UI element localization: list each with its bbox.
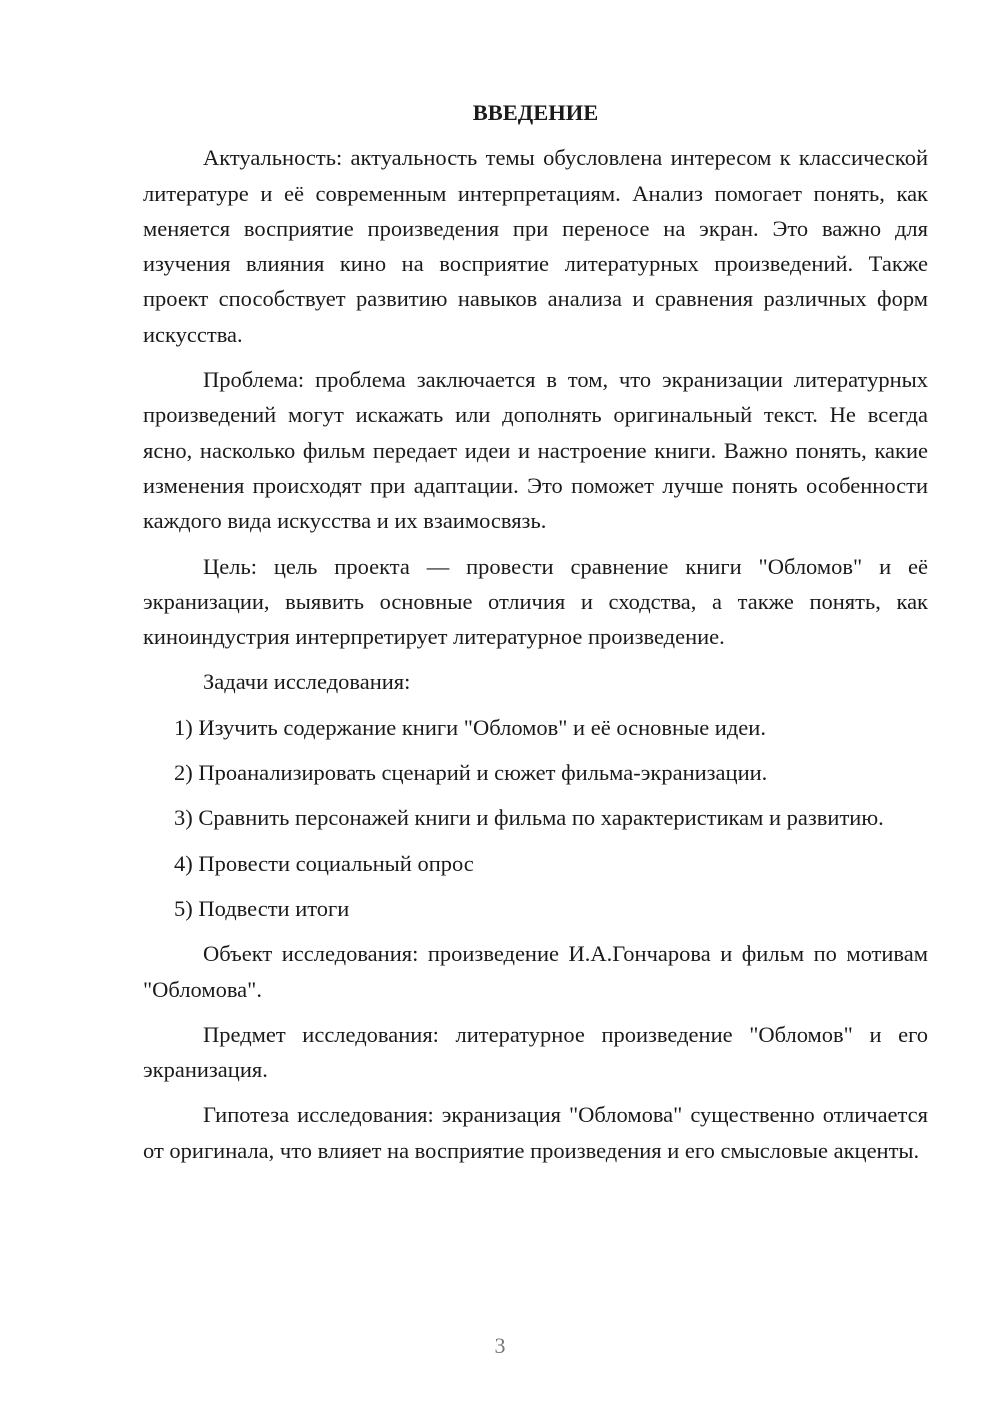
page-content [143,95,928,1178]
task-item-4: 4) Провести социальный опрос [174,850,474,876]
page-title: ВВЕДЕНИЕ [472,100,599,125]
paragraph-object: Объект исследования: произведение И.А.Гончарова и фильм по мотивам "Обломова". [143,941,928,1002]
paragraph-goal: Цель: цель проекта — провести сравнение книги "Обломов" и её экранизации, выявить основные отличия и сходства, а также понять, как киноиндустрия интерпретирует литературное произведение. [143,553,928,650]
task-item-1: 1) Изучить содержание книги "Обломов" и её основные идеи. [174,714,766,740]
paragraph-relevance: Актуальность: актуальность темы обусловлена интересом к классической литературе и её современным интерпретациям. Анализ помогает понять, как меняется восприятие произведения при переносе на экран. Это важно для изучения влияния кино на восприятие литературных произведений. Также проект способствует развитию навыков анализа и сравнения различных форм искусства. [143,145,928,347]
task-item-2: 2) Проанализировать сценарий и сюжет фильма-экранизации. [174,760,768,786]
paragraph-problem: Проблема: проблема заключается в том, что экранизации литературных произведений могут искажать или дополнять оригинальный текст. Не всегда ясно, насколько фильм передает идеи и настроение книги. Важно понять, какие изменения происходят при адаптации. Это поможет лучше понять особенности каждого вида искусства и их взаимосвязь. [143,367,928,534]
paragraph-hypothesis: Гипотеза исследования: экранизация "Обломова" существенно отличается от оригинала, что влияет на восприятие произведения и его смысловые акценты. [143,1102,928,1163]
paragraph-subject: Предмет исследования: литературное произведение "Обломов" и его экранизация. [143,1021,928,1083]
tasks-heading: Задачи исследования: [203,669,411,695]
page-number: 3 [494,1333,506,1358]
task-item-3: 3) Сравнить персонажей книги и фильма по характеристикам и развитию. [174,805,884,831]
task-item-5: 5) Подвести итоги [174,895,350,921]
